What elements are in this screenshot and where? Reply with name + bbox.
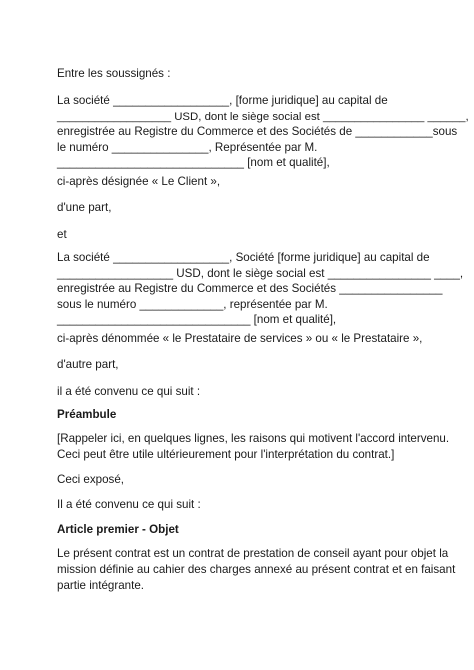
first-part-text: d'une part, [57,201,112,214]
party2-line-4: sous le numéro _____________, représentée par M. [57,298,328,311]
party1-line-1: La société __________________, [forme juridique] au capital de [57,94,388,107]
party1-line-5: _____________________________ [nom et qualité], [57,156,330,169]
preamble-heading: Préambule [57,408,117,421]
article1-heading: Article premier - Objet [57,523,179,536]
party1-line-3: enregistrée au Registre du Commerce et des Sociétés de ____________sous [57,125,458,138]
party2-line-5: ______________________________ [nom et qualité], [57,313,337,326]
party2-line-1: La société __________________, Société [forme juridique] au capital de [57,251,430,264]
stated-text: Ceci exposé, [57,473,125,486]
and-text: et [57,228,67,241]
preamble-line-2: Ceci peut être utile ultérieurement pour l'interprétation du contrat.] [57,448,395,461]
article1-line-1: Le présent contrat est un contrat de prestation de conseil ayant pour objet la [57,547,449,560]
article1-line-2: mission définie au cahier des charges annexé au présent contrat et en faisant [57,563,456,576]
article1-line-3: partie intégrante. [57,579,145,592]
party1-line-4: le numéro _______________, Représentée par M. [57,141,318,154]
party2-line-3: enregistrée au Registre du Commerce et des Sociétés ________________ [57,282,443,295]
provider-designation: ci-après dénommée « le Prestataire de services » ou « le Prestataire », [57,332,423,345]
agreed-text-1: il a été convenu ce qui suit : [57,385,201,398]
party1-line-2: __________________ USD, dont le siège social est ________________ ______, [57,111,469,123]
intro-text: Entre les soussignés : [57,67,171,80]
party2-line-2: __________________ USD, dont le siège social est ________________ ____, [57,267,464,280]
preamble-line-1: [Rappeler ici, en quelques lignes, les raisons qui motivent l'accord intervenu. [57,432,450,445]
client-designation: ci-après désignée « Le Client », [57,175,221,188]
agreed-text-2: Il a été convenu ce qui suit : [57,498,201,511]
other-part-text: d'autre part, [57,358,119,371]
